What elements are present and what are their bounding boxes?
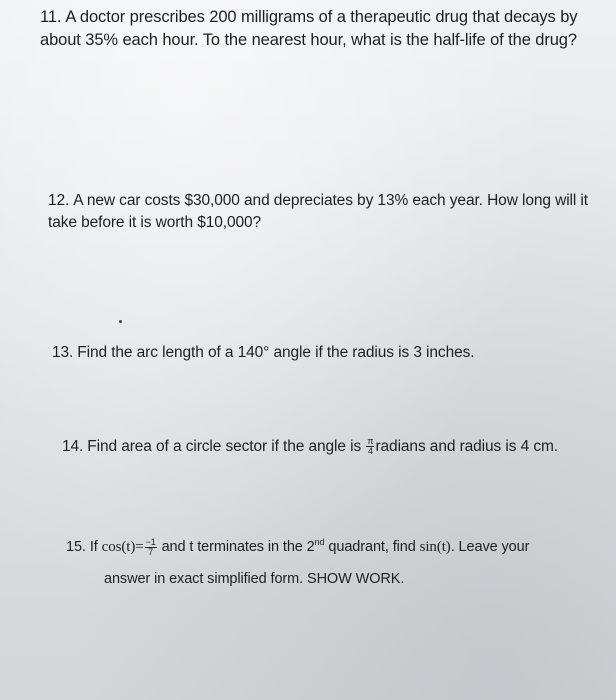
question-text: A doctor prescribes 200 milligrams of a therapeutic drug that decays by about 35% each hour. To the nearest hour, what is the half-life of the drug? <box>40 8 578 49</box>
cos-fraction <box>145 538 157 557</box>
angle-fraction <box>366 437 374 456</box>
sin-expression: sin(t) <box>419 539 451 555</box>
question-instruction: answer in exact simplified form. SHOW WORK. <box>104 571 405 587</box>
question-number: 12. <box>48 192 70 209</box>
question-number: 13. <box>52 344 74 361</box>
ordinal-suffix: nd <box>314 537 325 548</box>
question-number: 11. <box>40 8 62 26</box>
question-text-tail: . Leave your <box>450 539 530 555</box>
question-text-mid: and t terminates in the 2 <box>161 539 315 555</box>
question-13 <box>52 342 592 364</box>
question-12 <box>48 190 588 234</box>
fraction-numerator: −1 <box>145 536 156 547</box>
question-15 <box>66 536 596 590</box>
question-text-after: quadrant, find <box>328 539 416 555</box>
if-word: If <box>89 539 98 555</box>
question-11 <box>40 6 600 52</box>
question-14 <box>62 436 602 458</box>
question-text-tail: radians and radius is 4 cm. <box>375 438 558 455</box>
question-text: Find the arc length of a 140° angle if the radius is 3 inches. <box>77 344 475 361</box>
question-number: 14. <box>62 438 84 455</box>
fraction-numerator: π <box>367 436 374 447</box>
fraction-denominator: 7 <box>148 546 154 557</box>
fraction-denominator: 4 <box>367 446 373 457</box>
cos-expression: cos(t)= <box>101 539 144 555</box>
question-text: Find area of a circle sector if the angle is <box>87 438 362 455</box>
question-text: A new car costs $30,000 and depreciates by 13% each year. How long will it take before it is worth $10,000? <box>48 192 588 231</box>
question-number: 15. <box>66 539 86 555</box>
pen-mark <box>119 320 122 323</box>
